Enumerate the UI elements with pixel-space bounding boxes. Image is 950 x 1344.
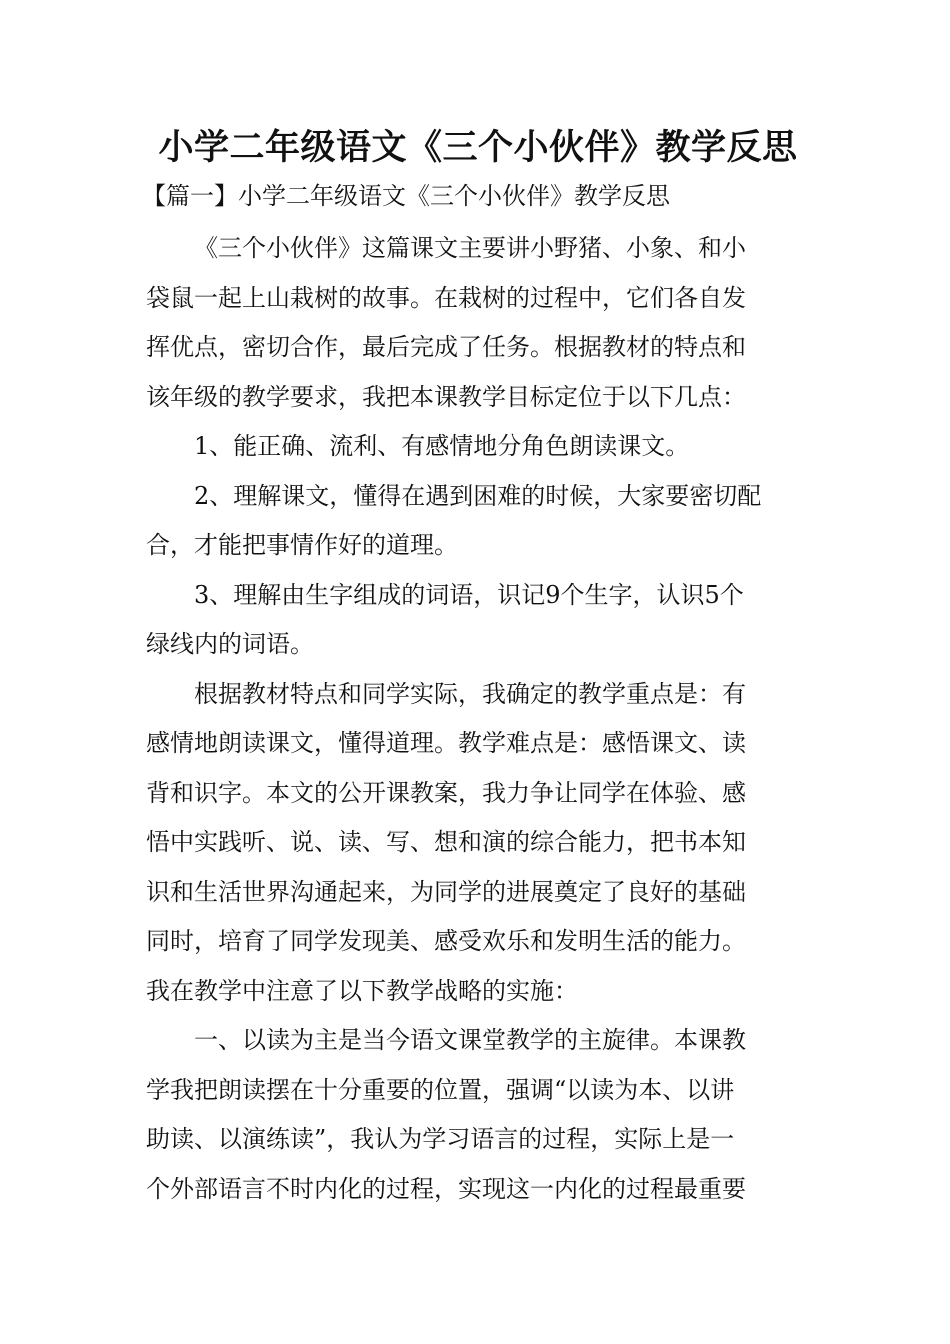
- page-title: 小学二年级语文《三个小伙伴》教学反思: [158, 128, 798, 168]
- text-line: 1、能正确、流利、有感情地分角色朗读课文。: [194, 432, 690, 460]
- text-line: 袋鼠一起上山栽树的故事。在栽树的过程中，它们各自发: [146, 283, 746, 312]
- text-line: 我在教学中注意了以下教学战略的实施：: [146, 976, 578, 1005]
- text-line: 合，才能把事情作好的道理。: [146, 531, 458, 559]
- text-line: 根据教材特点和同学实际，我确定的教学重点是：有: [194, 679, 746, 708]
- text-line: 该年级的教学要求，我把本课教学目标定位于以下几点：: [146, 382, 746, 411]
- text-line: 助读、以演练读”，我认为学习语言的过程，实际上是一: [146, 1125, 735, 1153]
- paragraph-goal-2: [146, 472, 810, 571]
- paragraph-focus: [146, 670, 810, 1017]
- text-line: 感情地朗读课文，懂得道理。教学难点是：感悟课文、读: [146, 729, 746, 757]
- text-line: 背和识字。本文的公开课教案，我力争让同学在体验、感: [146, 778, 746, 807]
- text-line: 挥优点，密切合作，最后完成了任务。根据教材的特点和: [146, 333, 746, 361]
- text-line: 《三个小伙伴》这篇课文主要讲小野猪、小象、和小: [194, 234, 746, 262]
- paragraph-goal-1: [146, 422, 810, 472]
- text-line: 2、理解课文，懂得在遇到困难的时候，大家要密切配: [194, 481, 762, 510]
- document-body: [146, 224, 810, 1214]
- text-line: 识和生活世界沟通起来，为同学的进展奠定了良好的基础: [146, 877, 746, 906]
- text-line: 同时，培育了同学发现美、感受欢乐和发明生活的能力。: [146, 927, 746, 955]
- section-heading: 【篇一】小学二年级语文《三个小伙伴》教学反思: [142, 182, 670, 210]
- text-line: 3、理解由生字组成的词语，识记9个生字，认识5个: [194, 580, 744, 609]
- paragraph-goal-3: [146, 571, 810, 670]
- text-line: 绿线内的词语。: [146, 630, 314, 658]
- text-line: 一、以读为主是当今语文课堂教学的主旋律。本课教: [194, 1026, 746, 1054]
- text-line: 个外部语言不时内化的过程，实现这一内化的过程最重要: [146, 1174, 746, 1203]
- paragraph-intro: [146, 224, 810, 422]
- paragraph-strategy-1: [146, 1016, 810, 1214]
- text-line: 学我把朗读摆在十分重要的位置，强调“以读为本、以讲: [146, 1075, 735, 1104]
- text-line: 悟中实践听、说、读、写、想和演的综合能力，把书本知: [146, 828, 746, 856]
